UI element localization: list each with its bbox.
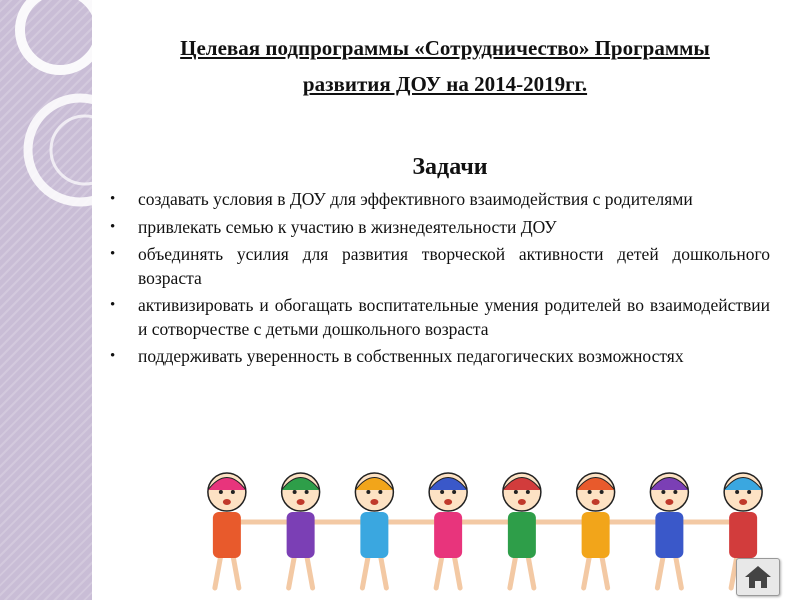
task-item: • поддерживать уверенность в собственных педагогических возможностях [110, 345, 770, 369]
children-holding-hands-icon [190, 460, 780, 595]
title-line-2: развития ДОУ на 2014-2019гг. [302, 72, 588, 96]
task-item: • привлекать семью к участию в жизнедеятельности ДОУ [110, 216, 770, 240]
decorative-sidebar [0, 0, 92, 600]
task-item: • объединять усилия для развития творческой активности детей дошкольного возраста [110, 243, 770, 290]
child-figure [282, 473, 367, 588]
task-item: • активизировать и обогащать воспитательные умения родителей во взаимодействии и сотворчестве с детьми дошкольного возраста [110, 294, 770, 341]
child-figure [577, 473, 662, 588]
child-figure [355, 473, 440, 588]
home-button[interactable] [736, 558, 780, 596]
home-icon [743, 564, 773, 590]
slide-title [100, 30, 790, 102]
child-figure [429, 473, 514, 588]
tasks-list [110, 188, 770, 373]
title-line-1: Целевая подпрограммы «Сотрудничество» Программы [180, 36, 710, 60]
task-item: • создавать условия в ДОУ для эффективного взаимодействия с родителями [110, 188, 770, 212]
child-figure [503, 473, 588, 588]
child-figure [650, 473, 735, 588]
tasks-heading: Задачи [412, 154, 488, 180]
decorative-circles-icon [0, 0, 92, 600]
child-figure [208, 473, 293, 588]
